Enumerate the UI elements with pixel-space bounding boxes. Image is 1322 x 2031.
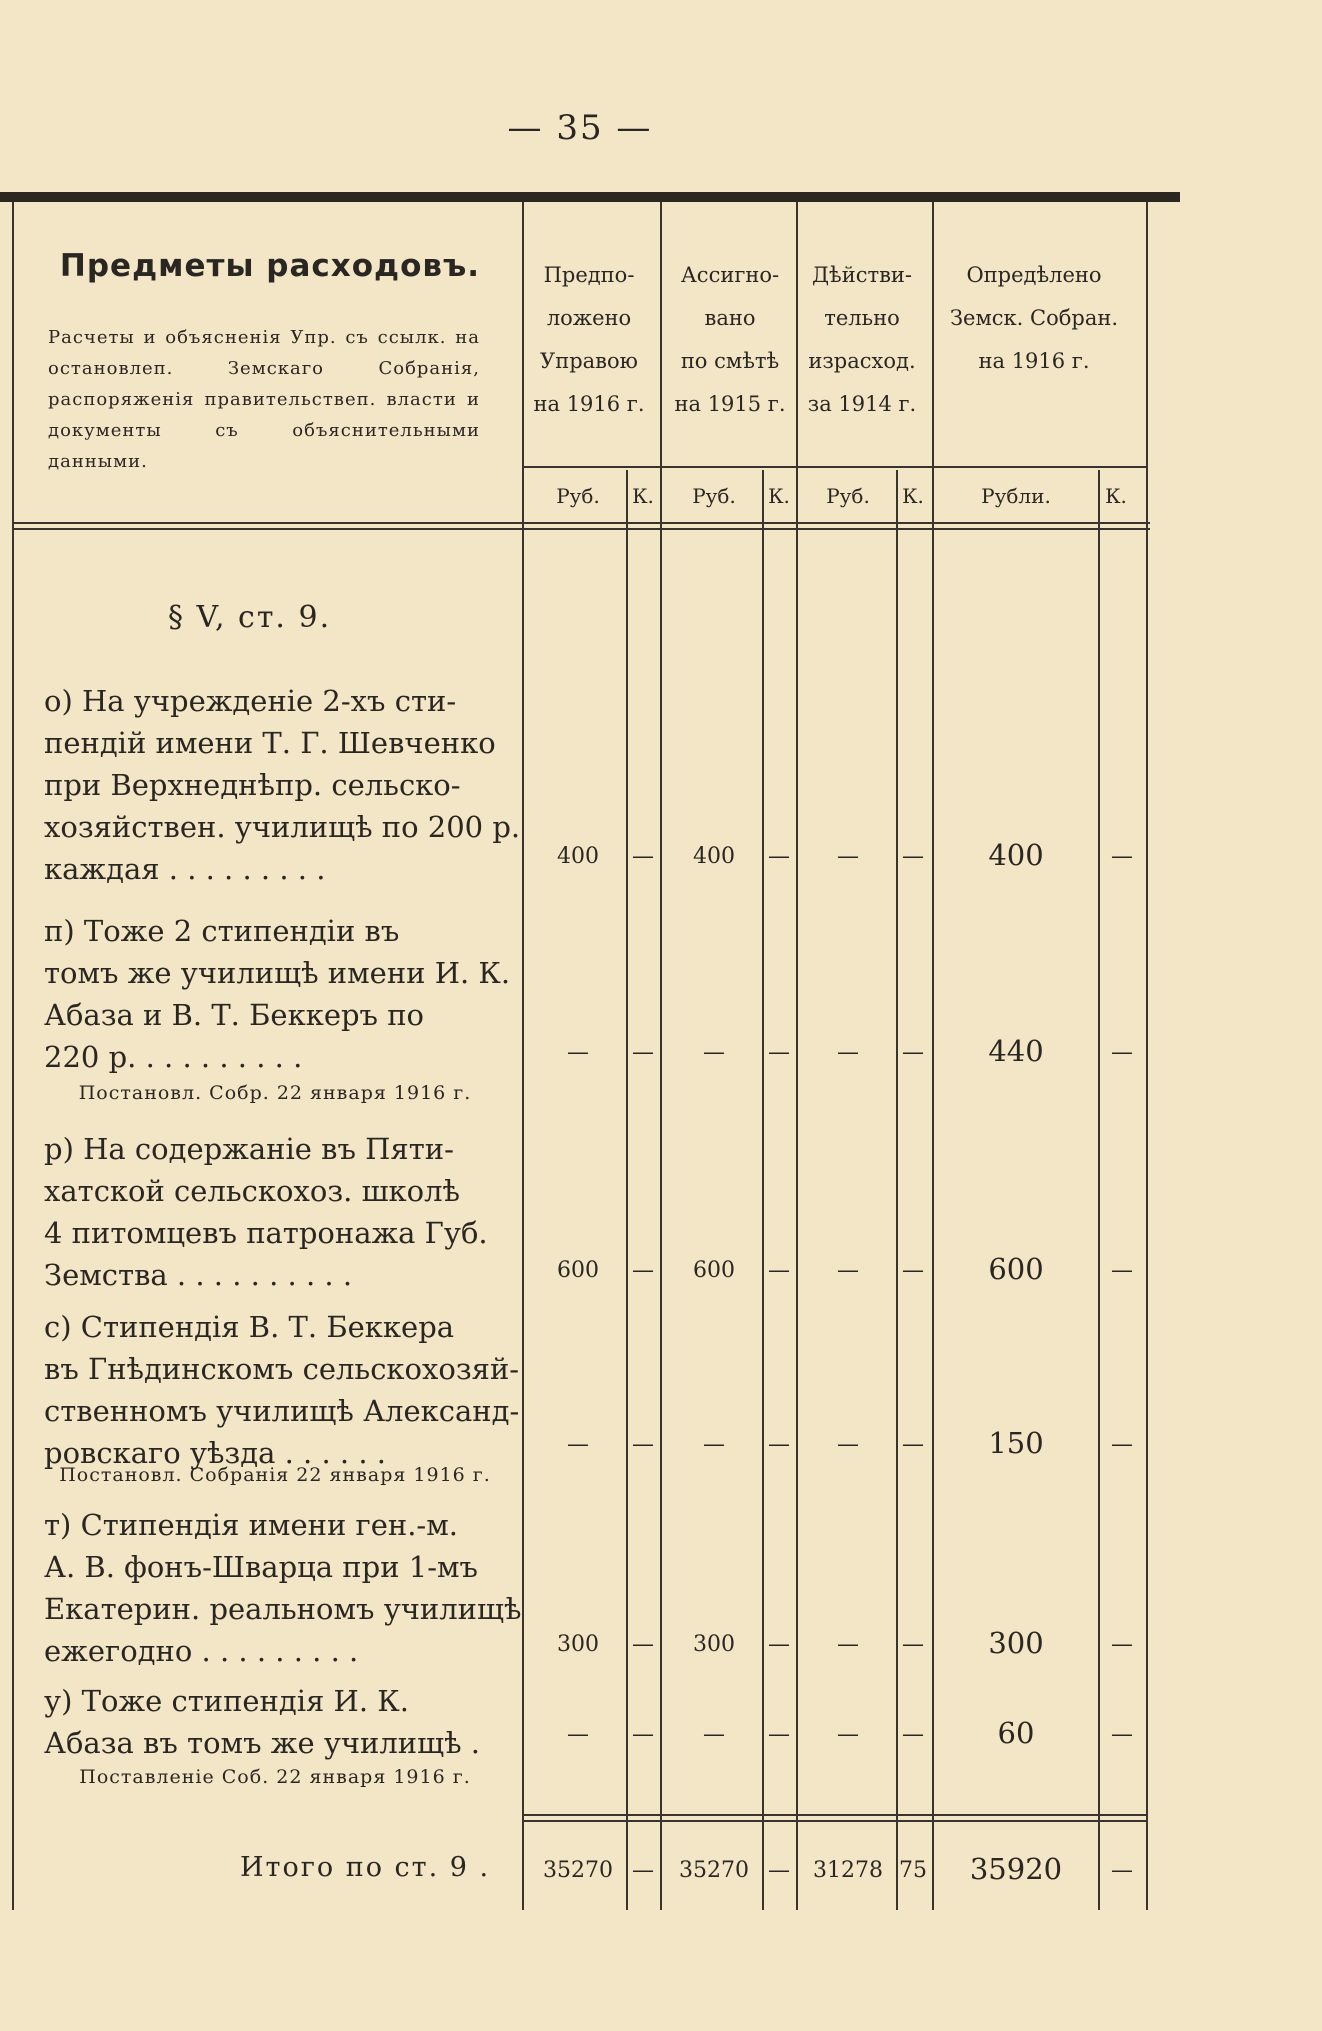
header-line: вано xyxy=(704,306,756,330)
amount-cell: 600 xyxy=(557,1258,599,1283)
unit-rub: Руб. xyxy=(556,484,600,508)
item-line: пендій имени Т. Г. Шевченко xyxy=(44,726,496,760)
item-line: р) На содержаніе въ Пяти- xyxy=(44,1132,454,1166)
item-line: у) Тоже стипендія И. К. xyxy=(44,1684,409,1718)
amount-cell: — xyxy=(1111,844,1133,869)
item-line: Земства . . . . . . . . . . xyxy=(44,1258,353,1292)
item-line: 220 р. . . . . . . . . . xyxy=(44,1040,303,1074)
unit-kop: К. xyxy=(902,484,924,508)
amount-cell: — xyxy=(703,1722,725,1747)
header-col-assigned xyxy=(662,254,798,426)
amount-cell: 35270 xyxy=(679,1858,749,1883)
item-line: т) Стипендія имени ген.-м. xyxy=(44,1508,459,1542)
item-note: Постановл. Собр. 22 января 1916 г. xyxy=(78,1082,472,1104)
header-line: за 1914 г. xyxy=(807,392,917,416)
amount-cell: — xyxy=(837,1722,859,1747)
expense-item-s xyxy=(44,1306,520,1474)
item-line: о) На учрежденіе 2-хъ сти- xyxy=(44,684,457,718)
column-description: Расчеты и объясненія Упр. съ ссылк. на остановлеп. Земскаго Собранія, распоряженія правительствеп. власти и документы съ объяснительными данными. xyxy=(48,327,480,472)
table-vline xyxy=(896,470,898,1910)
item-note: Постановл. Собранія 22 января 1916 г. xyxy=(59,1464,491,1486)
item-line: с) Стипендія В. Т. Беккера xyxy=(44,1310,455,1344)
table-vline xyxy=(522,202,524,1910)
item-line: 4 питомцевъ патронажа Губ. xyxy=(44,1216,488,1250)
amount-cell: 31278 xyxy=(813,1858,883,1883)
amount-cell: — xyxy=(1111,1722,1133,1747)
header-line: Земск. Собран. xyxy=(949,306,1119,330)
unit-kop: К. xyxy=(632,484,654,508)
amount-cell: — xyxy=(768,1432,790,1457)
amount-cell: — xyxy=(567,1040,589,1065)
unit-kop: К. xyxy=(768,484,790,508)
item-line: хатской сельскохоз. школѣ xyxy=(44,1174,461,1208)
amount-cell: — xyxy=(837,1040,859,1065)
header-line: Опредѣлено xyxy=(966,263,1102,287)
amount-cell: 600 xyxy=(988,1252,1044,1286)
amount-cell: — xyxy=(902,844,924,869)
amount-cell: — xyxy=(768,1632,790,1657)
amount-cell: — xyxy=(902,1040,924,1065)
expense-item-t xyxy=(44,1504,522,1672)
header-line: на 1916 г. xyxy=(533,392,645,416)
amount-cell: — xyxy=(768,844,790,869)
amount-cell: — xyxy=(768,1258,790,1283)
item-line: ровскаго уѣзда . . . . . . xyxy=(44,1436,387,1470)
header-line: израсход. xyxy=(808,349,916,373)
table-vline xyxy=(1146,202,1148,1910)
amount-cell: — xyxy=(703,1040,725,1065)
amount-cell: 400 xyxy=(988,838,1044,872)
amount-cell: 300 xyxy=(693,1632,735,1657)
unit-rub: Руб. xyxy=(826,484,870,508)
amount-cell: — xyxy=(703,1432,725,1457)
amount-cell: 35920 xyxy=(969,1852,1063,1886)
unit-kop: К. xyxy=(1105,484,1127,508)
amount-cell: — xyxy=(902,1432,924,1457)
amount-cell: — xyxy=(902,1722,924,1747)
item-line: Абаза и В. Т. Беккеръ по xyxy=(44,998,425,1032)
amount-cell: — xyxy=(632,1258,654,1283)
table-vline xyxy=(1098,470,1100,1910)
amount-cell: — xyxy=(768,1722,790,1747)
item-line: томъ же училищѣ имени И. К. xyxy=(44,956,511,990)
amount-cell: — xyxy=(632,1722,654,1747)
top-rule xyxy=(0,192,1180,202)
amount-cell: — xyxy=(768,1858,790,1883)
table-hline xyxy=(522,1814,1146,1816)
table-vline xyxy=(796,202,798,1910)
amount-cell: 600 xyxy=(693,1258,735,1283)
item-line: Абаза въ томъ же училищѣ . xyxy=(44,1726,481,1760)
amount-cell: — xyxy=(567,1722,589,1747)
item-line: Екатерин. реальномъ училищѣ xyxy=(44,1592,522,1626)
header-col-proposed xyxy=(524,254,654,426)
table-vline xyxy=(626,470,628,1910)
item-line: каждая . . . . . . . . . xyxy=(44,852,326,886)
amount-cell: — xyxy=(902,1632,924,1657)
header-line: Дѣйстви- xyxy=(811,263,913,287)
amount-cell: — xyxy=(1111,1432,1133,1457)
unit-rub: Рубли. xyxy=(981,484,1051,508)
item-line: при Верхнеднѣпр. сельско- xyxy=(44,768,461,802)
header-col-spent xyxy=(796,254,928,426)
table-vline xyxy=(762,470,764,1910)
header-line: Предпо- xyxy=(543,263,635,287)
table-vline xyxy=(660,202,662,1910)
header-line: на 1916 г. xyxy=(978,349,1090,373)
amount-cell: — xyxy=(837,1258,859,1283)
amount-cell: 400 xyxy=(693,844,735,869)
amount-cell: — xyxy=(768,1040,790,1065)
amount-cell: 60 xyxy=(997,1716,1035,1750)
header-line: тельно xyxy=(824,306,900,330)
item-line: п) Тоже 2 стипендіи въ xyxy=(44,914,400,948)
amount-cell: — xyxy=(632,1858,654,1883)
header-line: ложено xyxy=(546,306,632,330)
amount-cell: 35270 xyxy=(543,1858,613,1883)
amount-cell: — xyxy=(632,1040,654,1065)
header-line: по смѣтѣ xyxy=(680,349,780,373)
table-hline xyxy=(12,522,1150,524)
amount-cell: 150 xyxy=(988,1426,1044,1460)
header-line: на 1915 г. xyxy=(674,392,786,416)
unit-rub: Руб. xyxy=(692,484,736,508)
table-hline xyxy=(522,466,1146,468)
item-note: Поставленіе Соб. 22 января 1916 г. xyxy=(79,1766,471,1788)
page-number: — 35 — xyxy=(507,108,653,148)
section-title: § V, ст. 9. xyxy=(168,600,332,635)
item-line: А. В. фонъ-Шварца при 1-мъ xyxy=(44,1550,479,1584)
item-line: ственномъ училищѣ Александ- xyxy=(44,1394,520,1428)
amount-cell: — xyxy=(567,1432,589,1457)
header-col-approved xyxy=(936,254,1132,383)
table-vline xyxy=(12,202,14,1910)
amount-cell: — xyxy=(837,844,859,869)
amount-cell: — xyxy=(632,844,654,869)
table-vline xyxy=(932,202,934,1910)
column-title: Предметы расходовъ. xyxy=(59,248,481,284)
amount-cell: 75 xyxy=(899,1858,927,1883)
amount-cell: 400 xyxy=(557,844,599,869)
amount-cell: 300 xyxy=(988,1626,1044,1660)
amount-cell: — xyxy=(837,1632,859,1657)
header-line: Ассигно- xyxy=(680,263,780,287)
table-hline xyxy=(522,1820,1146,1822)
amount-cell: — xyxy=(632,1632,654,1657)
expense-item-p xyxy=(44,910,511,1078)
item-line: ежегодно . . . . . . . . . xyxy=(44,1634,359,1668)
amount-cell: — xyxy=(1111,1858,1133,1883)
expense-item-o xyxy=(44,680,521,890)
item-line: хозяйствен. училищѣ по 200 р. xyxy=(44,810,521,844)
expense-item-u xyxy=(44,1680,506,1764)
amount-cell: — xyxy=(902,1258,924,1283)
amount-cell: 440 xyxy=(988,1034,1044,1068)
expense-item-r xyxy=(44,1128,506,1296)
table-hline xyxy=(12,528,1150,530)
amount-cell: — xyxy=(837,1432,859,1457)
amount-cell: — xyxy=(632,1432,654,1457)
amount-cell: — xyxy=(1111,1258,1133,1283)
total-label: Итого по ст. 9 . xyxy=(240,1852,491,1883)
header-line: Управою xyxy=(540,349,638,373)
item-line: въ Гнѣдинскомъ сельскохозяй- xyxy=(44,1352,520,1386)
amount-cell: 300 xyxy=(557,1632,599,1657)
amount-cell: — xyxy=(1111,1040,1133,1065)
amount-cell: — xyxy=(1111,1632,1133,1657)
